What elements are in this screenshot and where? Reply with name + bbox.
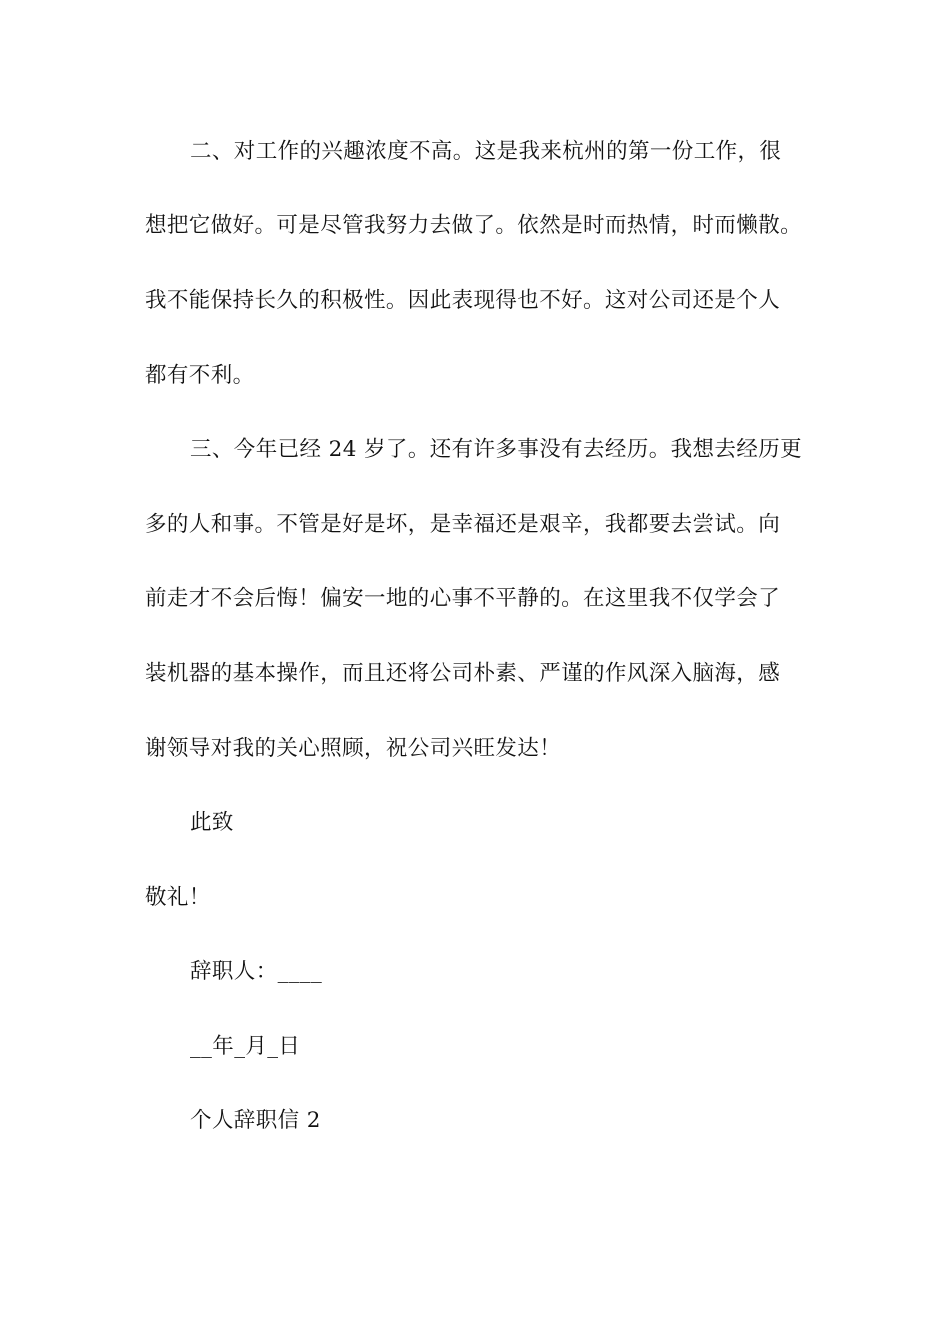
paragraph-3-line-2: 多的人和事。不管是好是坏，是幸福还是艰辛，我都要去尝试。向 bbox=[145, 512, 781, 537]
date-line: __年_月_日 bbox=[190, 1034, 301, 1059]
next-letter-title: 个人辞职信 2 bbox=[190, 1108, 321, 1133]
paragraph-3-line-4: 装机器的基本操作，而且还将公司朴素、严谨的作风深入脑海，感 bbox=[145, 661, 781, 686]
closing-salutation: 此致 bbox=[190, 810, 234, 835]
paragraph-3-line-3: 前走才不会后悔！偏安一地的心事不平静的。在这里我不仅学会了 bbox=[145, 586, 781, 611]
signature-line: 辞职人：____ bbox=[190, 959, 323, 984]
paragraph-2-line-3: 我不能保持长久的积极性。因此表现得也不好。这对公司还是个人 bbox=[145, 288, 781, 313]
paragraph-2-line-2: 想把它做好。可是尽管我努力去做了。依然是时而热情，时而懒散。 bbox=[145, 213, 803, 238]
paragraph-3-line-1: 三、今年已经 24 岁了。还有许多事没有去经历。我想去经历更 bbox=[190, 437, 803, 462]
paragraph-3-line-5: 谢领导对我的关心照顾，祝公司兴旺发达！ bbox=[145, 736, 562, 761]
paragraph-2-line-4: 都有不利。 bbox=[145, 363, 255, 388]
paragraph-2-line-1: 二、对工作的兴趣浓度不高。这是我来杭州的第一份工作，很 bbox=[190, 139, 782, 164]
closing-regards: 敬礼！ bbox=[145, 885, 211, 910]
